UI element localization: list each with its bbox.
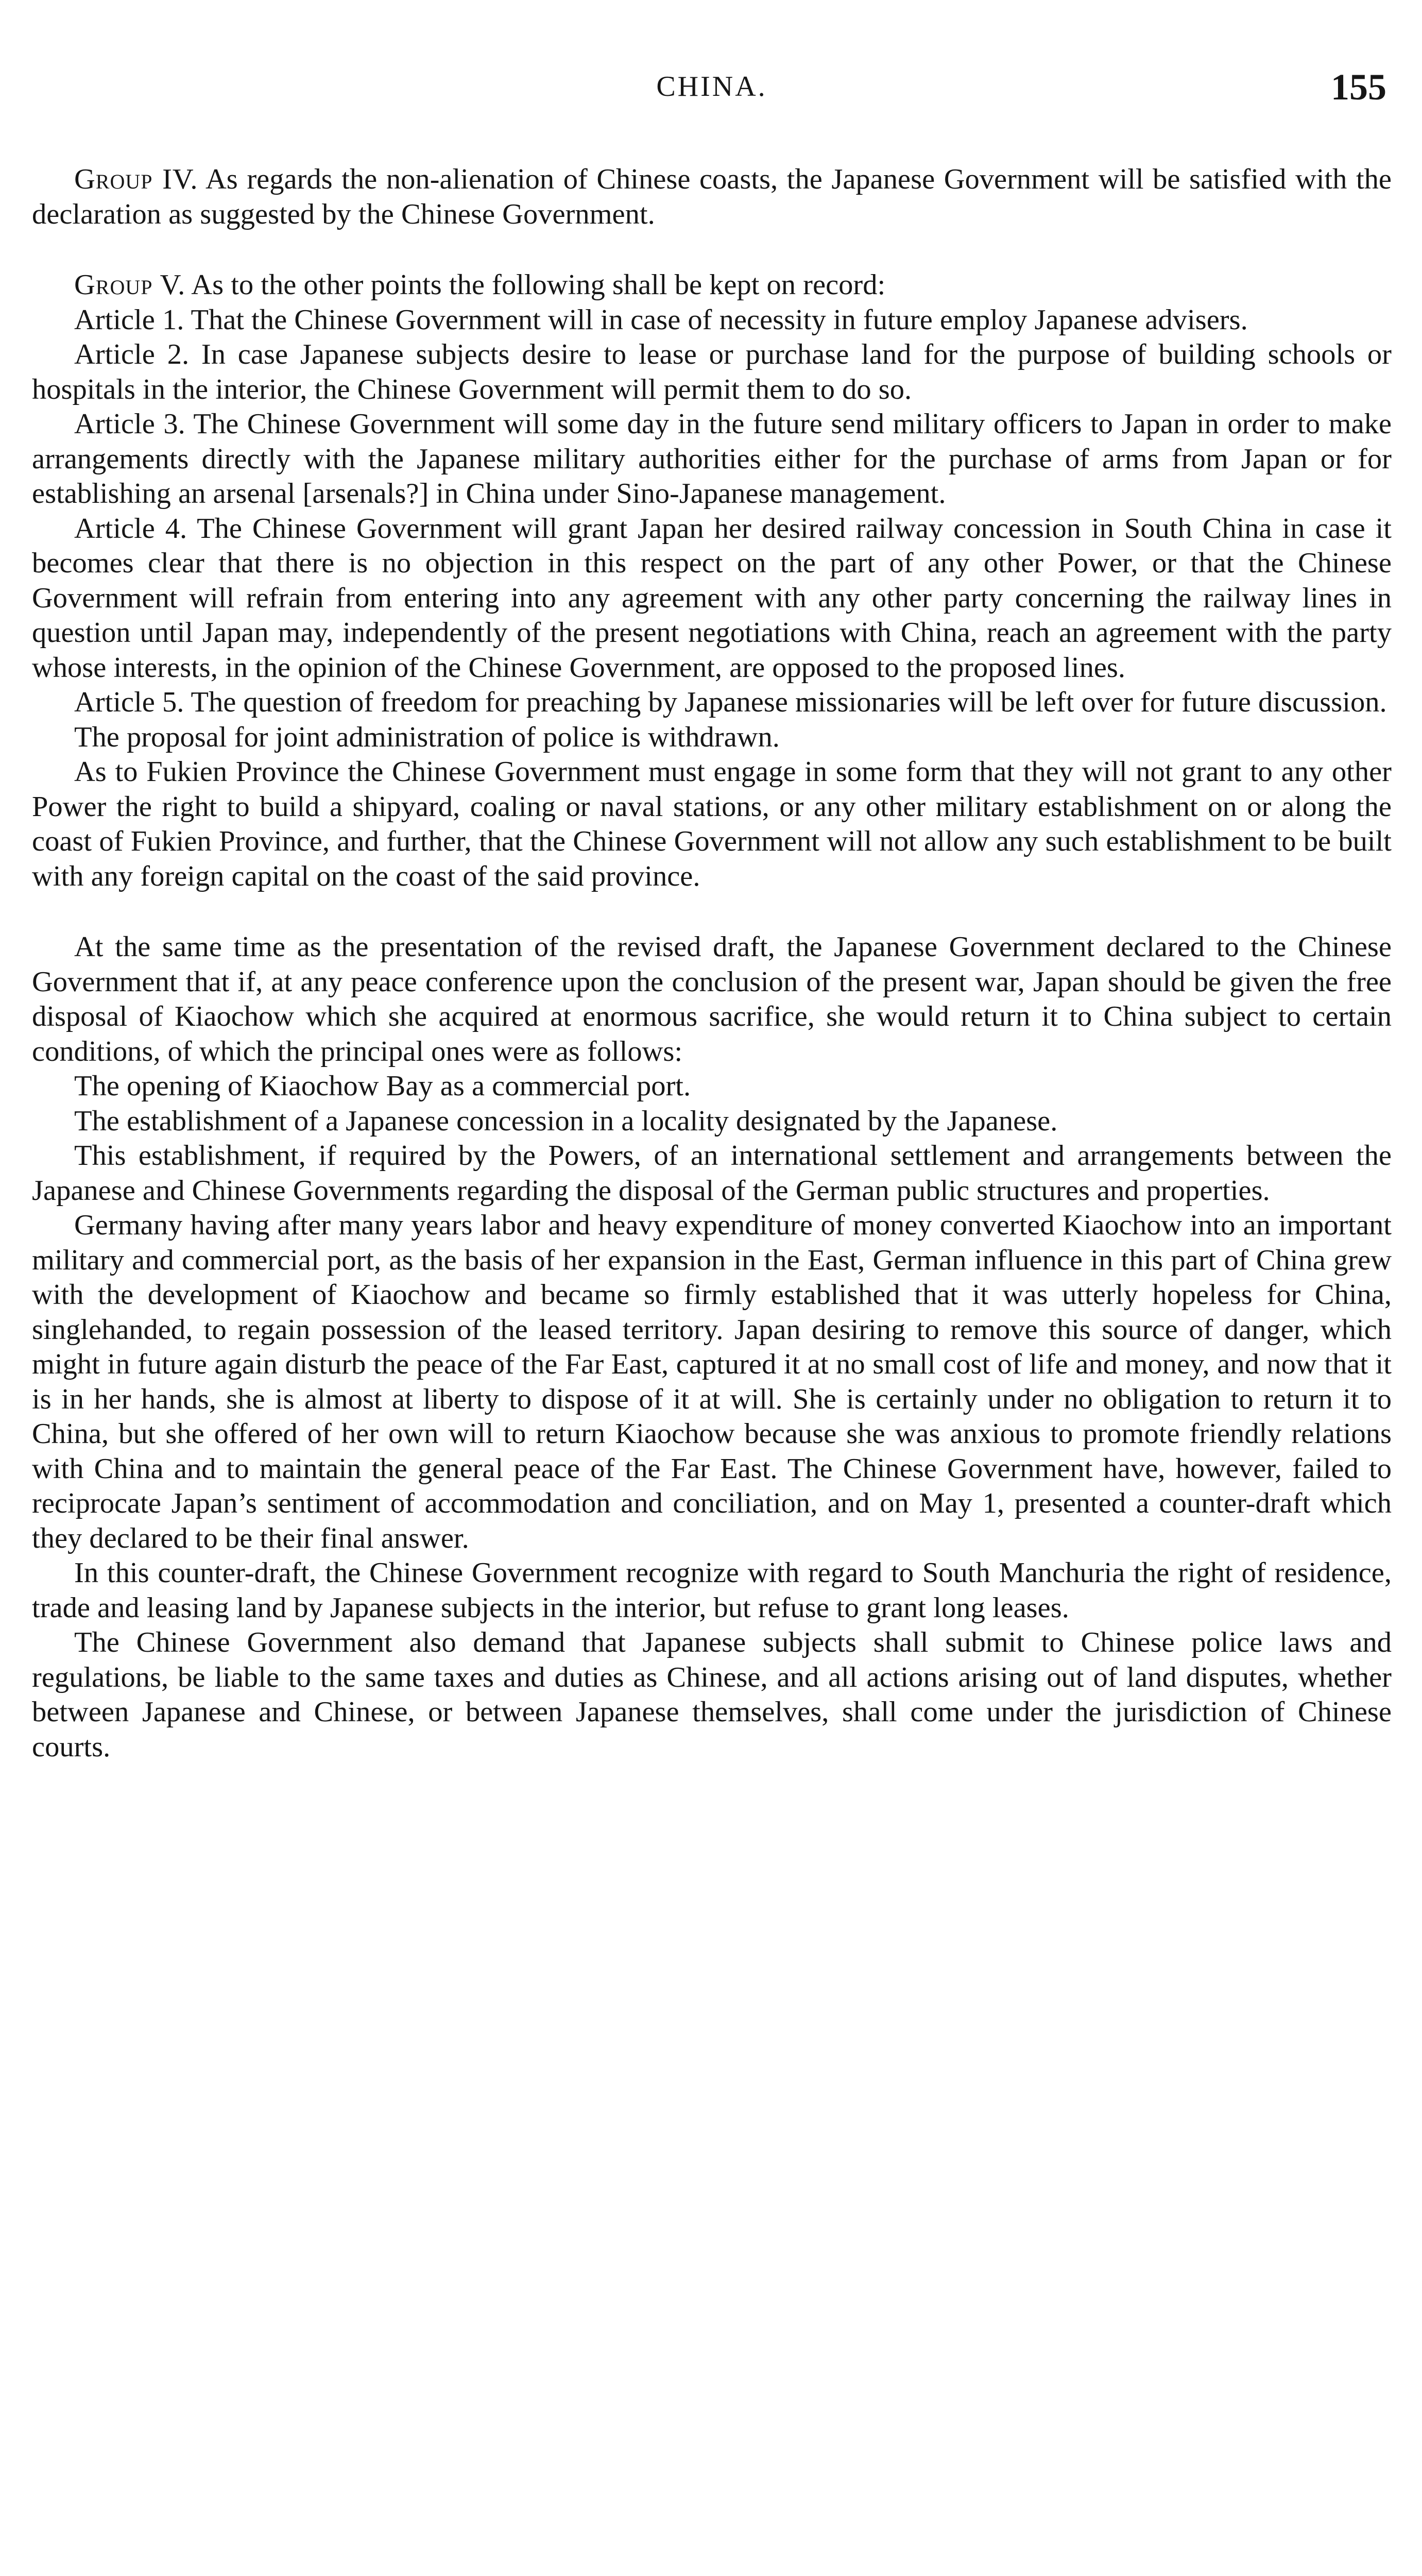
page-number: 155 [1331,66,1386,108]
paragraph-article-2: Article 2. In case Japanese subjects desire to lease or purchase land for the purpose of building schools or hospitals in the interior, the Chinese Government will permit them to do so. [32,338,1392,405]
paragraph-text: As to the other points the following shall be kept on record: [185,269,886,301]
paragraph-condition-1: The opening of Kiaochow Bay as a commercial port. [74,1070,691,1102]
paragraph-fukien: As to Fukien Province the Chinese Government must engage in some form that they will not grant to any other Power the right to build a shipyard, coaling or naval stations, or any other military establishment on or along the coast of Fukien Province, and further, that the Chinese Government will not allow any such establishment to be built with any foreign capital on the coast of the said province. [32,756,1392,892]
paragraph-condition-2: The establishment of a Japanese concession in a locality designated by the Japanese. [74,1105,1058,1137]
paragraph-revised-draft: At the same time as the presentation of the revised draft, the Japanese Government declared to the Chinese Government that if, at any peace conference upon the conclusion of the present war, Japan should be given the free disposal of Kiaochow which she acquired at enormous sacrifice, she would return it to China subject to certain conditions, of which the principal ones were as follows: [32,931,1392,1067]
paragraph-kiaochow: Germany having after many years labor and heavy expenditure of money converted Kiaochow into an important military and commercial port, as the basis of her expansion in the East, German influence in this part of China grew with the development of Kiaochow and became so firmly established that it was utterly hopeless for China, singlehanded, to regain possession of the leased territory. Japan desiring to remove this source of danger, which might in future again disturb the peace of the Far East, captured it at no small cost of life and money, and now that it is in her hands, she is almost at liberty to dispose of it at will. She is certainly under no obligation to return it to China, but she offered of her own will to return Kiaochow because she was anxious to promote friendly relations with China and to maintain the general peace of the Far East. The Chinese Government have, however, failed to reciprocate Japan’s sentiment of accommodation and conciliation, and on May 1, presented a counter-draft which they declared to be their final answer. [32,1209,1392,1554]
paragraph-group-v [32,268,1392,303]
document-page [32,0,1392,2576]
paragraph-condition-3: This establishment, if required by the Powers, of an international settlement and arrangements between the Japanese and Chinese Governments regarding the disposal of the German public structures and properties. [32,1140,1392,1207]
running-header [32,66,1392,107]
paragraph-article-5: Article 5. The question of freedom for preaching by Japanese missionaries will be left over for future discussion. [74,686,1387,718]
paragraph-counter-draft: In this counter-draft, the Chinese Government recognize with regard to South Manchuria the right of residence, trade and leasing land by Japanese subjects in the interior, but refuse to grant long leases. [32,1557,1392,1624]
document-body [32,162,1392,1765]
group-label: Group V. [74,269,186,301]
paragraph-article-1: Article 1. That the Chinese Government will in case of necessity in future employ Japanese advisers. [74,303,1248,336]
paragraph-police: The proposal for joint administration of police is withdrawn. [74,721,780,753]
paragraph-text: As regards the non-alienation of Chinese coasts, the Japanese Government will be satisfied with the declaration as suggested by the Chinese Government. [32,163,1392,230]
group-label: Group IV. [74,163,198,195]
paragraph-article-3: Article 3. The Chinese Government will some day in the future send military officers to Japan in order to make arrangements directly with the Japanese military authorities either for the purchase of arms from Japan or for establishing an arsenal [arsenals?] in China under Sino-Japanese management. [32,408,1392,510]
paragraph-article-4: Article 4. The Chinese Government will grant Japan her desired railway concession in South China in case it becomes clear that there is no objection in this respect on the part of any other Power, or that the Chinese Government will refrain from entering into any agreement with any other party concerning the railway lines in question until Japan may, independently of the present negotiations with China, reach an agreement with the party whose interests, in the opinion of the Chinese Government, are opposed to the proposed lines. [32,512,1392,684]
running-title: CHINA. [656,71,767,103]
paragraph-group-iv [32,162,1392,232]
paragraph-jurisdiction: The Chinese Government also demand that Japanese subjects shall submit to Chinese police laws and regulations, be liable to the same taxes and duties as Chinese, and all actions arising out of land disputes, whether between Japanese and Chinese, or between Japanese themselves, shall come under the jurisdiction of Chinese courts. [32,1626,1392,1763]
